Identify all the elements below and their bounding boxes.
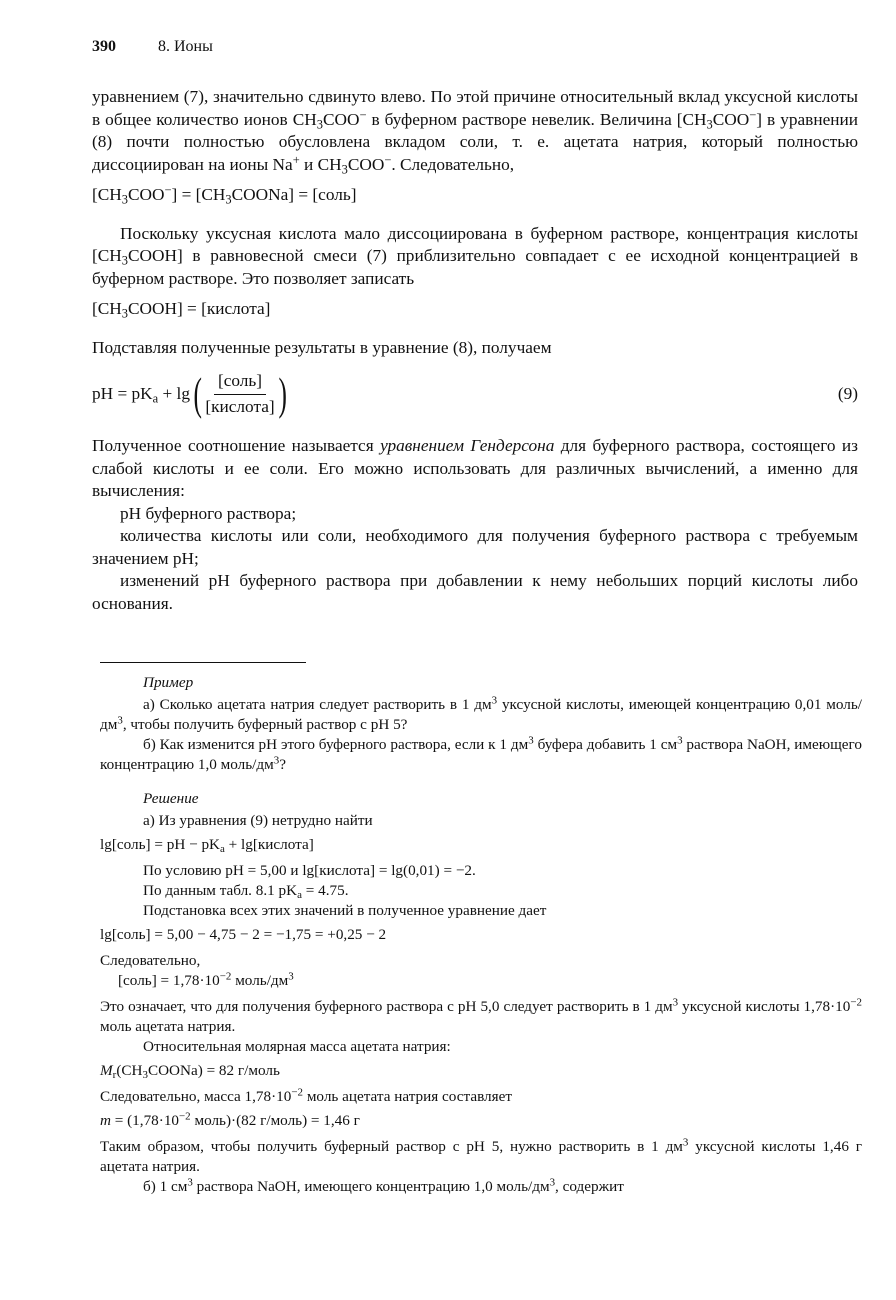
solution-line: б) 1 $см^3$ раствора NaOH, имеющего концентрацию 1,0 моль/$дм^3$, содержит [143,1176,624,1195]
solution-title: Решение [143,790,199,807]
solution-line: Относительная молярная масса ацетата натрия: [143,1038,451,1055]
formula-line: lg[соль] = 5,00 − 4,75 − 2 = −1,75 = +0,25 − 2 [100,926,387,943]
henderson-equation: pH = $pK_a + \lg$ ( $\frac{\text{[соль]}}{\text{[кислота]}}$ ) (9) [92,368,858,419]
solution-line: Следовательно, масса $1,78\cdot 10^{-2}$ моль ацетата натрия составляет [100,1086,512,1105]
formula-line: [соль] = $1,78\cdot 10^{-2}$ моль/$дм^3$ [118,970,294,989]
example-title: Пример [143,674,194,691]
fraction: $\frac{\text{[соль]}}{\text{[кислота]}}$ [205,371,275,416]
example-section [100,662,862,1197]
solution-line: По условию pH = 5,00 и lg[кислота] = lg(0,01) = −2. [143,862,476,879]
list-item: pH буферного раствора; [120,503,297,523]
solution-line: По данным табл. 8.1 $pK_a = 4.75$. [143,882,349,902]
left-paren: ( [193,368,202,419]
solution-line: Подстановка всех этих значений в полученное уравнение дает [143,902,547,919]
equation-salt: $[CH_3COO^-]$ = $[CH_3COONa]$ = [соль] [92,182,357,207]
list-item: количества кислоты или соли, необходимого для получения буферного раствора с требуемым значением pH; [92,526,858,568]
solution-line: Это означает, что для получения буферного раствора с pH 5,0 следует растворить в 1 $дм^3$ уксусной кислоты $1,78\cdot 10^{-2}$ моль ацетата натрия. [100,996,862,1035]
formula-line: lg[соль] = pH − $pK_a$ + lg[кислота] [100,836,314,856]
formula-line: $m = (1,78\cdot 10^{-2}$ моль)·(82 г/моль) = 1,46 г [100,1110,360,1129]
right-paren: ) [278,368,287,419]
solution-line: а) Из уравнения (9) нетрудно найти [143,812,373,829]
main-text [92,86,858,615]
equation-acid: $[CH_3COOH]$ = [кислота] [92,299,271,321]
paragraph-2: Поскольку уксусная кислота мало диссоциирована в буферном растворе, концентрация кислоты $[CH_3COOH]$ в равновесной смеси (7) приблизительно совпадает с ее исходной концентрацией в буферном растворе. Это позволяет записать [92,223,858,288]
page-number: 390 [92,38,116,55]
chapter-title: 8. Ионы [158,38,213,55]
running-header [92,38,858,64]
solution-line: Таким образом, чтобы получить буферный раствор с pH 5, нужно растворить в 1 $дм^3$ уксусной кислоты 1,46 г ацетата натрия. [100,1136,862,1175]
list-item: изменений pH буферного раствора при добавлении к нему небольших порций кислоты либо основания. [92,571,858,613]
equation-number: (9) [837,383,858,403]
formula-line: $M_r(CH_3COONa) = 82$ г/моль [100,1062,280,1082]
paragraph-4: Полученное соотношение называется уравнением Гендерсона для буферного раствора, состоящего из слабой кислоты и ее соли. Его можно использовать для различных вычислений, а именно для вычисления: [92,436,858,500]
divider [100,662,306,663]
solution-line: Следовательно, [100,952,201,969]
example-question-b: б) Как изменится pH этого буферного раствора, если к 1 $дм^3$ буфера добавить 1 $см^3$ раствора NaOH, имеющего концентрацию 1,0 моль/$дм^3$? [100,734,862,773]
page [92,38,858,615]
example-question-a: а) Сколько ацетата натрия следует растворить в 1 $дм^3$ уксусной кислоты, имеющей концентрацию 0,01 моль/$дм^3$, чтобы получить буферный раствор с pH 5? [100,694,862,733]
paragraph-1: уравнением (7), значительно сдвинуто влево. По этой причине относительный вклад уксусной кислоты в общее количество ионов $CH_3COO^-$ в буферном растворе невелик. Величина $[CH_3COO^-]$ в уравнении (8) почти полностью обусловлена вкладом соли, т. е. ацетата натрия, который полностью диссоциирован на ионы Na+ и $CH_3COO^-$. Следовательно, [92,87,858,176]
paragraph-3: Подставляя полученные результаты в уравнение (8), получаем [92,337,552,357]
